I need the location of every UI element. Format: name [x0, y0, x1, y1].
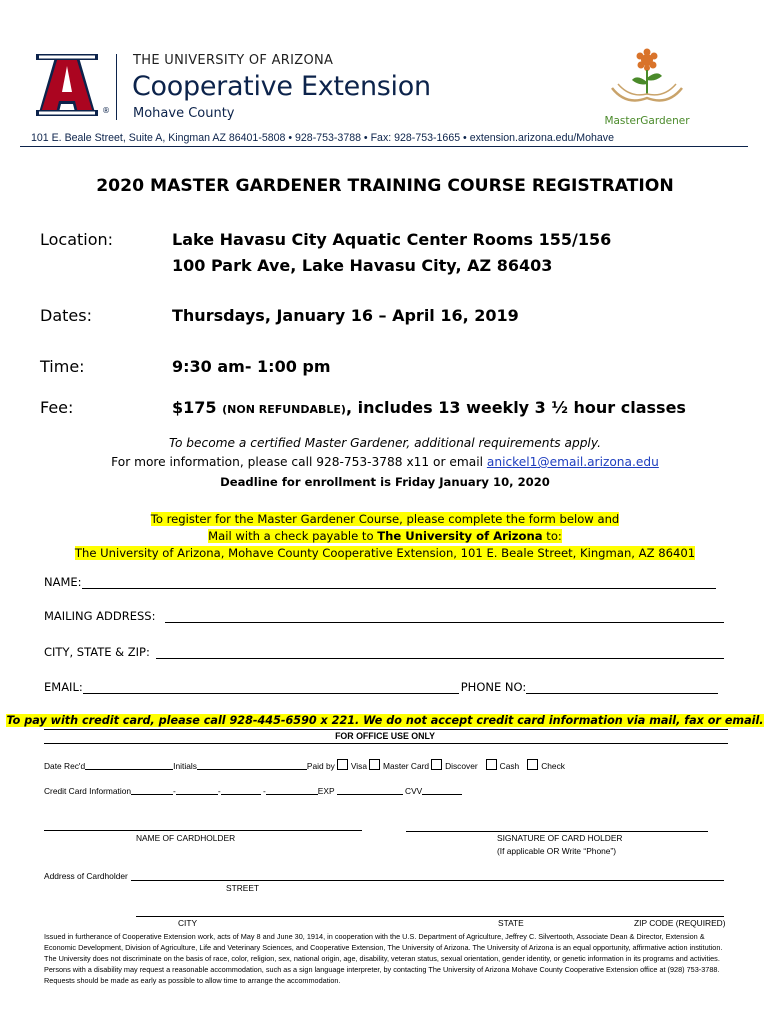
cc-number-line-3[interactable] [221, 785, 261, 795]
email-phone-field [44, 680, 718, 694]
contact-email-link[interactable]: anickel1@email.arizona.edu [486, 455, 659, 469]
location-label: Location: [40, 230, 114, 249]
discover-checkbox[interactable] [431, 759, 442, 770]
mail-instruction-2a: Mail with a check payable to [208, 529, 378, 543]
header-divider [116, 54, 117, 120]
city-state-zip-field [44, 645, 724, 659]
mail-instruction-1 [0, 512, 770, 526]
name-label: NAME: [44, 575, 82, 589]
dates-value: Thursdays, January 16 – April 16, 2019 [172, 306, 519, 325]
more-info-text: For more information, please call 928-753-3788 x11 or email [111, 455, 487, 469]
cardholder-city-line[interactable] [136, 916, 724, 917]
initials-line[interactable] [197, 760, 307, 770]
ua-logo [36, 52, 98, 118]
time-label: Time: [40, 357, 85, 376]
mail-instruction-2-text [208, 529, 562, 543]
city-state-zip-label: CITY, STATE & ZIP: [44, 645, 150, 659]
date-recd-label: Date Rec'd [44, 761, 86, 771]
footer-line-2: Economic Development, Division of Agriculture, Life and Veterinary Sciences, and Cooperative Extension, The University of Arizona. The University of Arizona is an equal opportunity, affirmative action institution. [44, 943, 723, 952]
footer-line-1: Issued in furtherance of Cooperative Extension work, acts of May 8 and June 30, 1914, in cooperation with the U.S. Department of Agriculture, Jeffrey C. Silvertooth, Associate Dean & Director, Extension & [44, 932, 705, 941]
office-payment-row [44, 759, 565, 771]
discover-label: Discover [445, 761, 478, 771]
location-line1: Lake Havasu City Aquatic Center Rooms 155/156 [172, 230, 612, 249]
signature-line[interactable] [406, 831, 708, 832]
mail-instruction-2 [0, 529, 770, 543]
time-value: 9:30 am- 1:00 pm [172, 357, 331, 376]
state-label: STATE [498, 918, 524, 928]
cash-checkbox[interactable] [486, 759, 497, 770]
street-label: STREET [226, 883, 260, 893]
footer-line-5: Requests should be made as early as possible to allow time to arrange the accommodation. [44, 976, 341, 985]
ua-block-a-icon [36, 52, 98, 118]
footer-line-3: The University does not discriminate on the basis of race, color, religion, sex, national origin, age, disability, veteran status, sexual orientation, gender identity, or genetic information in its programs and activities. [44, 954, 720, 963]
city-label: CITY [178, 918, 198, 928]
phone-label: PHONE NO: [460, 680, 527, 694]
cardholder-address-row [44, 871, 724, 881]
registered-mark: ® [102, 106, 110, 115]
payee-name: The University of Arizona [377, 529, 543, 543]
cc-number-line-1[interactable] [131, 785, 173, 795]
credit-card-note [0, 711, 770, 729]
office-use-heading: FOR OFFICE USE ONLY [335, 731, 435, 741]
cvv-label: CVV [405, 786, 423, 796]
cash-label: Cash [499, 761, 520, 771]
office-rule-bottom [44, 743, 728, 744]
location-line2: 100 Park Ave, Lake Havasu City, AZ 86403 [172, 256, 553, 275]
county-name: Mohave County [133, 106, 235, 121]
mail-instruction-3 [0, 546, 770, 560]
master-gardener-logo [604, 48, 690, 127]
header-rule [20, 146, 748, 147]
cc-number-line-2[interactable] [176, 785, 218, 795]
dates-label: Dates: [40, 306, 92, 325]
name-input-line[interactable] [82, 576, 716, 589]
address-line: 101 E. Beale Street, Suite A, Kingman AZ 86401-5808 • 928-753-3788 • Fax: 928-753-1665 • extension.arizona.edu/Mohave [31, 132, 614, 144]
email-label: EMAIL: [44, 680, 83, 694]
certification-note: To become a certified Master Gardener, additional requirements apply. [169, 436, 601, 450]
fee-value [172, 398, 686, 417]
fee-nonrefund: (NON REFUNDABLE) [222, 403, 346, 416]
university-name: THE UNIVERSITY OF ARIZONA [133, 53, 334, 68]
visa-label: Visa [350, 761, 367, 771]
footer-line-4: Persons with a disability may request a reasonable accommodation, such as a sign language interpreter, by contacting The University of Arizona Mohave County Cooperative Extension office at (928) 753-3788. [44, 965, 720, 974]
paid-by-label: Paid by [306, 761, 335, 771]
cardholder-name-label: NAME OF CARDHOLDER [136, 833, 236, 843]
cardholder-street-line[interactable] [131, 871, 724, 881]
check-checkbox[interactable] [527, 759, 538, 770]
credit-card-info-row: Credit Card Information - - - EXP CVV [44, 785, 462, 796]
master-gardener-text: MasterGardener [604, 115, 690, 127]
signature-note: (If applicable OR Write “Phone”) [497, 846, 616, 856]
mailing-address-field [44, 609, 724, 623]
fee-label: Fee: [40, 398, 74, 417]
cvv-line[interactable] [422, 785, 462, 795]
email-input-line[interactable] [83, 681, 459, 694]
exp-line[interactable] [337, 785, 403, 795]
address-of-cardholder-label: Address of Cardholder [44, 871, 128, 881]
cc-info-label: Credit Card Information [44, 786, 132, 796]
cardholder-name-line[interactable] [44, 830, 362, 831]
zip-label: ZIP CODE (REQUIRED) [634, 918, 726, 928]
name-field [44, 575, 716, 589]
initials-label: Initials [173, 761, 197, 771]
more-info [0, 455, 770, 469]
mailing-address-input-line[interactable] [165, 610, 724, 623]
office-rule-top [44, 729, 728, 730]
mail-instruction-1-text: To register for the Master Gardener Course, please complete the form below and [150, 512, 620, 526]
date-recd-line[interactable] [85, 760, 173, 770]
check-label: Check [541, 761, 565, 771]
exp-label: EXP [317, 786, 335, 796]
mailing-address-label: MAILING ADDRESS: [44, 609, 156, 623]
master-card-checkbox[interactable] [369, 759, 380, 770]
mail-address-text: The University of Arizona, Mohave County Cooperative Extension, 101 E. Beale Street, Kingman, AZ 86401 [74, 546, 696, 560]
city-state-zip-input-line[interactable] [156, 646, 724, 659]
mail-instruction-2c: to: [542, 529, 562, 543]
deadline-note: Deadline for enrollment is Friday January 10, 2020 [220, 475, 550, 489]
visa-checkbox[interactable] [337, 759, 348, 770]
phone-input-line[interactable] [526, 681, 718, 694]
page-title: 2020 MASTER GARDENER TRAINING COURSE REGISTRATION [96, 176, 674, 196]
credit-card-note-text: To pay with credit card, please call 928-445-6590 x 221. We do not accept credit card information via mail, fax or email. [6, 714, 764, 727]
master-card-label: Master Card [383, 761, 430, 771]
department-name: Cooperative Extension [132, 71, 431, 102]
fee-amount: $175 [172, 398, 217, 417]
fee-description: , includes 13 weekly 3 ½ hour classes [345, 398, 686, 417]
cc-number-line-4[interactable] [266, 785, 318, 795]
signature-label: SIGNATURE OF CARD HOLDER [497, 833, 623, 843]
flower-hands-icon [604, 48, 690, 110]
